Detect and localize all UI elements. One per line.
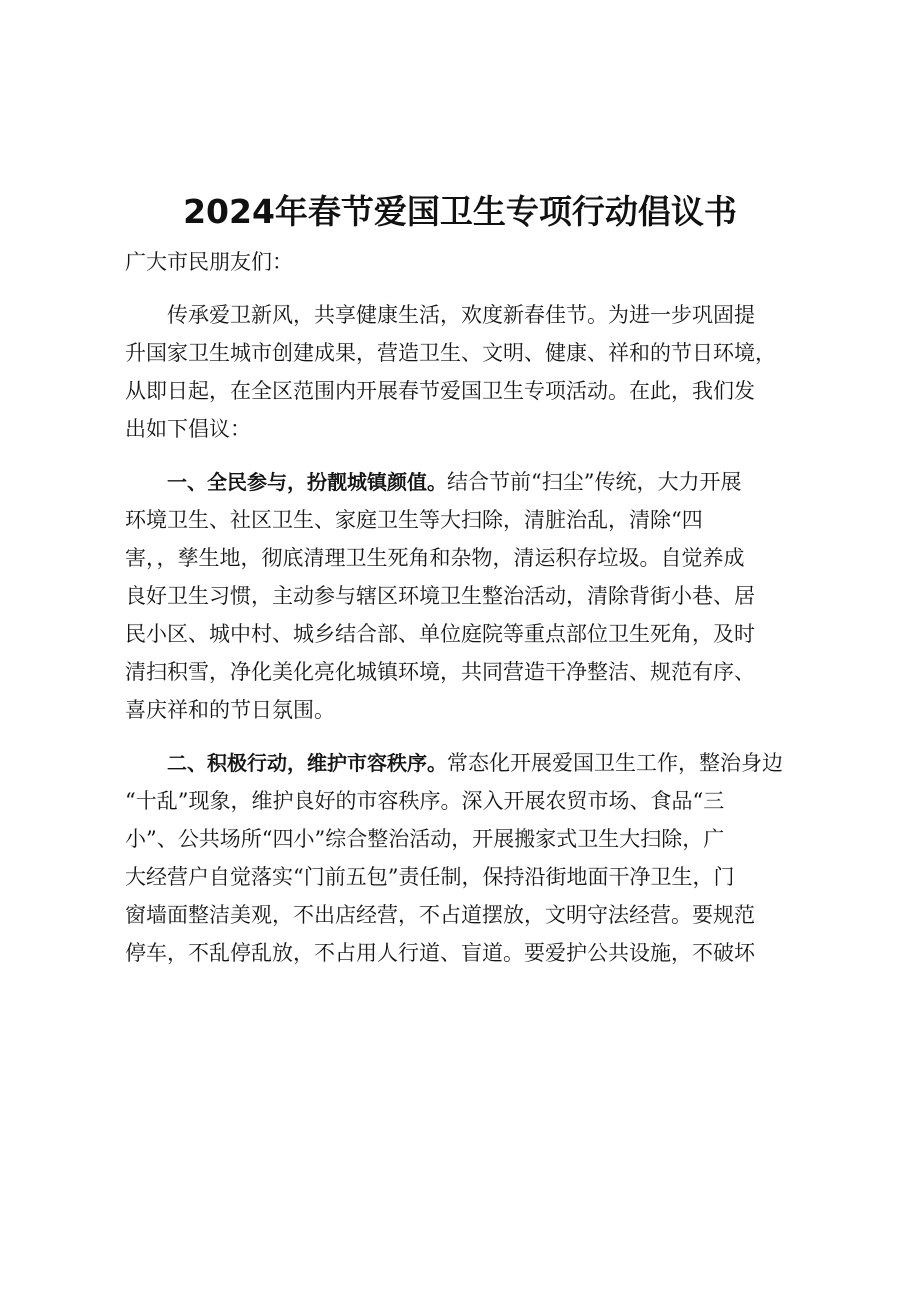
paragraph-line: 害，，孳生地，彻底清理卫生死角和杂物，清运积存垃圾。自觉养成	[125, 546, 745, 570]
paragraph-line: 良好卫生习惯，主动参与辖区环境卫生整治活动，清除背街小巷、居	[125, 584, 755, 608]
paragraph-line: 喜庆祥和的节日氛围。	[125, 698, 335, 722]
salutation: 广大市民朋友们：	[125, 250, 293, 274]
paragraph-text: 结合节前“扫尘”传统，大力开展	[447, 470, 742, 494]
paragraph-section-two	[125, 744, 815, 972]
paragraph-first-line	[125, 744, 815, 782]
paragraph-line: 小”、公共场所“四小”综合整治活动，开展搬家式卫生大扫除，广	[125, 827, 725, 851]
paragraph-text: 常态化开展爱国卫生工作，整治身边	[447, 751, 783, 775]
paragraph-line: 出如下倡议：	[125, 417, 251, 441]
paragraph-first-line	[125, 463, 815, 501]
paragraph-line: 从即日起，在全区范围内开展春节爱国卫生专项活动。在此，我们发	[125, 379, 755, 403]
section-heading: 二、积极行动，维护市容秩序。	[167, 751, 447, 775]
document-body	[125, 243, 815, 972]
paragraph-intro	[125, 296, 815, 448]
paragraph-line: 窗墙面整洁美观，不出店经营，不占道摆放，文明守法经营。要规范	[125, 903, 755, 927]
document-title: 2024年春节爱国卫生专项行动倡议书	[183, 192, 737, 231]
paragraph-line: 传承爱卫新风，共享健康生活，欢度新春佳节。为进一步巩固提	[167, 303, 755, 327]
paragraph-line: 环境卫生、社区卫生、家庭卫生等大扫除，清脏治乱，清除“四	[125, 508, 703, 532]
paragraph-line: 民小区、城中村、城乡结合部、单位庭院等重点部位卫生死角，及时	[125, 622, 755, 646]
paragraph-section-one	[125, 463, 815, 729]
paragraph-line: 大经营户自觉落实“门前五包”责任制，保持沿街地面干净卫生，门	[125, 865, 735, 889]
paragraph-line: 停车，不乱停乱放，不占用人行道、盲道。要爱护公共设施，不破坏	[125, 941, 755, 965]
paragraph-line: 清扫积雪，净化美化亮化城镇环境，共同营造干净整洁、规范有序、	[125, 660, 755, 684]
paragraph-line: “十乱”现象，维护良好的市容秩序。深入开展农贸市场、食品“三	[125, 789, 725, 813]
paragraph-line: 升国家卫生城市创建成果，营造卫生、文明、健康、祥和的节日环境，	[125, 341, 776, 365]
section-heading: 一、全民参与，扮靓城镇颜值。	[167, 470, 447, 494]
